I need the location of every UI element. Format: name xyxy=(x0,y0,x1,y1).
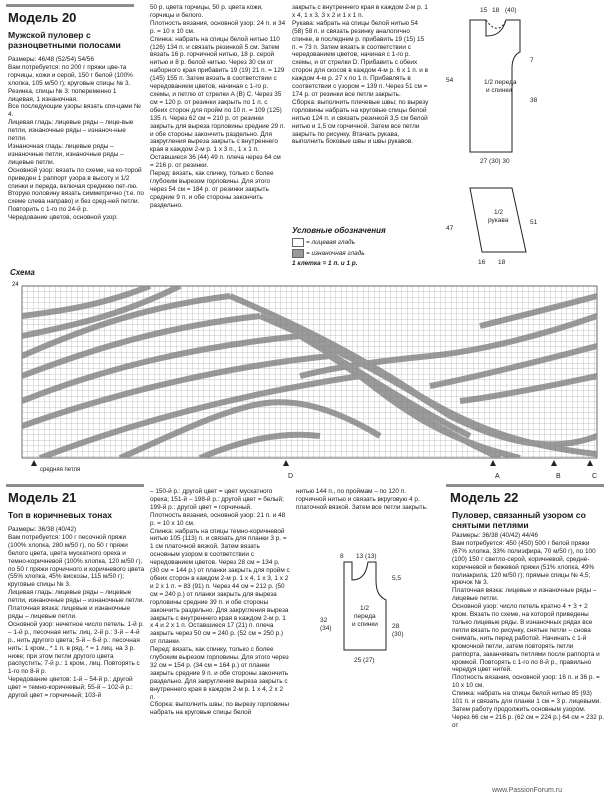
arrow-label-c: C xyxy=(592,473,598,480)
model-20-pattern-diagram xyxy=(440,2,606,268)
model-21-text-col2: – 150-й р.: другой цвет = цвет мускатного ореха; 151-й – 198-й р.: другой цвет = белый; 199-й р.: другой цвет = горчичный. Плотность вязания, основной узор: 21 п. и 48 р. = 10 х 10 см. Спинка: набрать на спицы темно-коричневой нитью 105 (113) п. и связать для планки 3 р. = 1 см платочной вязкой. Затем вязать основным узором в соответствии с чередованием цветов. Через 28 см = 134 р. (30 см = 144 р.) от планки закрыть для пройм с обеих сторон в каждом 2-м р. 1 х 4, 1 х 3, 1 х 2 и 2 х 1 п. = 83 (91) п. Через 44 см = 212 р. (50 см = 240 р.) от планки закрыть для выреза горловины средние 39 п. и обе стороны закончить раздельно. Для закругления выреза закрыть с внутреннего края в каждом 2-м р. 1 х 4 и 2 х 1 п. Оставшиеся 17 (21) п. плеча закрыть через 50 см = 240 р. (52 см = 250 р.) от планки. Перед: вязать, как спинку, только с более глубоким вырезом горловины. Для этого через 32 см = 154 р. (34 см = 164 р.) от планки закрыть средние 9 п. и обе стороны закончить раздельно. Для закругления выреза закрыть с внутреннего края в каждом 2-м р. 1 х 4, 2 х 2 п. Сборка: выполнить швы; по вырезу горловины набрать на круговые спицы белой xyxy=(150,488,290,717)
model-20-text-col2: 50 р. цвета горчицы, 50 р. цвета кожи, горчицы и белого. Плотность вязания, основной узор: 24 п. и 34 р. = 10 х 10 см. Спинка: набрать на спицы белой нитью 110 (126) 134 п. и связать резинкой 5 см. Затем вязать 16 р. горчичной нитью, 18 р. серой нитью и 8 р. белой нитью. Через 30 см от наборного края прибавить 19 (19) 21 п. = 129 (145) 155 п. Затем вязать в соответствии с чередованием цветов, начиная с 1-го р. схемы, и петлю от стрелки A (B) C. Через 35 см = 120 р. от резинки закрыть по 1 п. с обеих сторон для пройм по 10 п. = 109 (125) 135 п. Через 62 см = 210 р. от резинки закрыть для выреза горловины средние 29 п. и обе стороны закончить раздельно. Для закругления выреза закрыть с внутреннего края в каждом 2-м р. 1 х 3 п., 1 х 1 п. Оставшиеся 36 (44) 49 п. плеча через 64 см = 216 р. от резинки. Перед: вязать, как спинку, только с более глубоким вырезом горловины. Для этого через 54 см = 184 р. от резинки закрыть средние 9 п. и обе стороны закончить раздельно. xyxy=(150,4,286,209)
model-21-text-col1: Размеры: 36/38 (40/42) Вам потребуется: 100 г песочной пряжи (100% хлопка, 280 м/50 г), по 50 г пряжи белого цвета, цвета мускатного ореха и темно-коричневой (100% хлопка, 120 м/50 г), по 50 г пряжи горчичного и коричневого цвета (55% хлопка, 45% вискозы, 115 м/50 г); круговые спицы № 3. Лицевая гладь: лицевые ряды – лицевые петли, изнаночные ряды – изнаночные петли. Платочная вязка: лицевые и изнаночные ряды – лицевые петли. Основной узор: нечетное число петель. 1-й р. – 1-й р., песочная нить: лиц. 2-й р.: 3-й – 4-й р., нить другого цвета; 5-й – 6-й р.: песочная нить: 1 кром., * 1 п. в ряд. * = 1 лиц. на 3 р. ниже; при этом петли другого цвета распустить; 7-й р.: 1 кром., лиц. Повторять с 1-го по 8-й р. Чередование цветов: 1-й – 54-й р.: другой цвет = темно-коричневый; 55-й – 102-й р.: другой цвет = горчичный; 103-й xyxy=(8,526,145,700)
svg-text:18: 18 xyxy=(492,7,500,14)
svg-text:18: 18 xyxy=(498,259,506,266)
svg-text:7: 7 xyxy=(530,57,534,64)
arrow-marks xyxy=(31,460,593,466)
svg-text:13 (13): 13 (13) xyxy=(356,553,377,560)
svg-text:15: 15 xyxy=(480,7,488,14)
arrow-label-d: D xyxy=(288,473,294,480)
legend-item-knit: = лицевая гладь xyxy=(292,238,432,247)
up-arrow-icon xyxy=(490,460,496,466)
title-bar xyxy=(6,484,144,487)
model-21-title: Модель 21 xyxy=(8,490,77,505)
knitting-scheme-chart xyxy=(0,276,610,488)
up-arrow-icon xyxy=(587,460,593,466)
svg-text:38: 38 xyxy=(530,97,538,104)
model-20-text-col1: Размеры: 46/48 (52/54) 54/56 Вам потребуется: по 200 г пряжи цве-та горчицы, кожи и серой, 150 г белой (100% хлопка, 105 м/50 г); круговые спицы № 3. Резинка, спицы № 3: попеременно 1 лицевая, 1 изнаночная. Все последующие узоры вязать спи-цами № 4. Лицевая гладь: лицевые ряды – лице-вые петли, изнаночные ряды – изнаноч-ные петли. Изнаночная гладь: лицевые ряды – изнаночные петли, изнаночные ряды – лицевые петли. Основной узор: вязать по схеме, на ко-торой приведен 1 раппорт узора в высоту и 1/2 спинки и переда, включая среднюю пет-лю. Вторую половину вязать симметрично (т.е. по схеме слева направо) и без сред-ней петли. Повторить с 1-го по 24-й р. Чередование цветов, основной узор: xyxy=(8,56,144,222)
legend xyxy=(292,226,432,268)
site-watermark: www.PassionForum.ru xyxy=(492,787,563,794)
model-20-text-col3: закрыть с внутреннего края в каждом 2-м р. 1 х 4, 1 х 3, 3 х 2 и 1 х 1 п. Рукава: набрать на спицы белой нитью 54 (58) 58 п. и связать резинку аналогично спинке, в последнем р. прибавить 19 (15) 15 п. = 73 п. Затем вязать в соответствии с чередованием цветов, начиная с 1-го р. схемы, и от стрелки D. Прибавить с обеих сторон для скосов в каждом 4-м р. 6 х 1 п. и в каждом 4-м р. 27 х по 1 п. Прибавлять в соответствии с узором = 139 п. Через 51 см = 174 р. от резинки все петли закрыть. Сборка: выполнить плечевые швы; по вырезу горловины набрать на круговые спицы белой нитью 124 п. и связать резинкой 3,5 см белой нитью и 1,5 см горчичной. Затем все петли закрыть по рисунку. Втачать рукава, выполнить боковые швы и швы рукавов. xyxy=(292,4,429,146)
up-arrow-icon xyxy=(31,460,37,466)
pattern-main-label: 1/2 переда и спинки xyxy=(484,79,517,94)
model-22-subtitle: Пуловер, связанный узором со снятыми петлями xyxy=(452,510,586,530)
scheme-row-number: 24 xyxy=(12,282,19,288)
svg-text:16: 16 xyxy=(478,259,486,266)
arrow-label-b: B xyxy=(556,473,561,480)
title-bar xyxy=(446,484,604,487)
svg-text:(40): (40) xyxy=(505,7,517,14)
model-22-text: Размеры: 36/38 (40/42) 44/46 Вам потребуется: 450 (450) 500 г белой пряжи (67% хлопка, 33% полиэфира, 70 м/50 г), по 100 (100) 150 г светло-серой, коричневой, средне-коричневой и бежевой пряжи (51% хлопка, 49% полиакрила, 120 м/50 г); прямые спицы № 4,5; крючок № 3. Платочная вязка: лицевые и изнаночные ряды – лицевые петли. Основной узор: число петель кратно 4 + 3 + 2 кром. Вязать по схеме, на которой приведены только лицевые ряды. В изнаночных рядах все петли вязать по рисунку, снятые петли – снова снимать, нить перед работой. Начинать с 1-й кромочной петли, затем повторять петли раппорта, заканчивать петлями после раппорта и кромкой. Повторять с 1-го по 8-й р., правильно чередуя цвет нитей. Плотность вязания, основной узор: 16 п. и 36 р. = 10 х 10 см. Спинка: набрать на спицы белой нитью 85 (93) 101 п. и связать для планки 1 см = 3 р. лицевыми. Затем работу продолжить основным узором. Через 66 см = 216 р. (62 см = 224 р.) 64 см = 232 р. от xyxy=(452,532,604,729)
model-21-text-col3: нитью 144 п., по проймам – по 120 п. горчичной нитью и связать вкруговую 4 р. платочной вязкой. Затем все петли закрыть. xyxy=(296,488,428,511)
model-20-subtitle: Мужской пуловер с разноцветными полосами xyxy=(8,30,121,50)
legend-item-purl: = изнаночная гладь xyxy=(292,249,432,258)
model-21-subtitle: Топ в коричневых тонах xyxy=(8,510,113,520)
title-bar xyxy=(6,4,134,7)
model-20-title: Модель 20 xyxy=(8,10,77,25)
svg-text:(30): (30) xyxy=(392,631,404,638)
svg-text:32: 32 xyxy=(320,617,328,624)
svg-text:27 (30) 30: 27 (30) 30 xyxy=(480,158,510,165)
white-swatch xyxy=(292,238,304,247)
pattern-sleeve-label: 1/2 рукава xyxy=(488,209,509,224)
legend-title: Условные обозначения xyxy=(292,226,386,235)
svg-text:28: 28 xyxy=(392,623,400,630)
legend-note: 1 клетка = 1 п. и 1 р. xyxy=(292,260,358,267)
svg-text:51: 51 xyxy=(530,219,538,226)
model-21-pattern-diagram xyxy=(300,550,440,670)
svg-text:25 (27): 25 (27) xyxy=(354,657,375,664)
up-arrow-icon xyxy=(283,460,289,466)
model-22-title: Модель 22 xyxy=(450,490,519,505)
up-arrow-icon xyxy=(551,460,557,466)
scheme-title: Схема xyxy=(10,268,35,277)
svg-text:5,5: 5,5 xyxy=(392,575,402,582)
arrow-label-a: A xyxy=(495,473,500,480)
center-stitch-label: средняя петля xyxy=(40,467,81,473)
svg-text:54: 54 xyxy=(446,77,454,84)
svg-text:47: 47 xyxy=(446,225,454,232)
gray-swatch xyxy=(292,249,304,258)
pattern-label: 1/2 переда и спинки xyxy=(352,605,378,628)
svg-text:(34): (34) xyxy=(320,625,332,632)
svg-text:8: 8 xyxy=(340,553,344,560)
